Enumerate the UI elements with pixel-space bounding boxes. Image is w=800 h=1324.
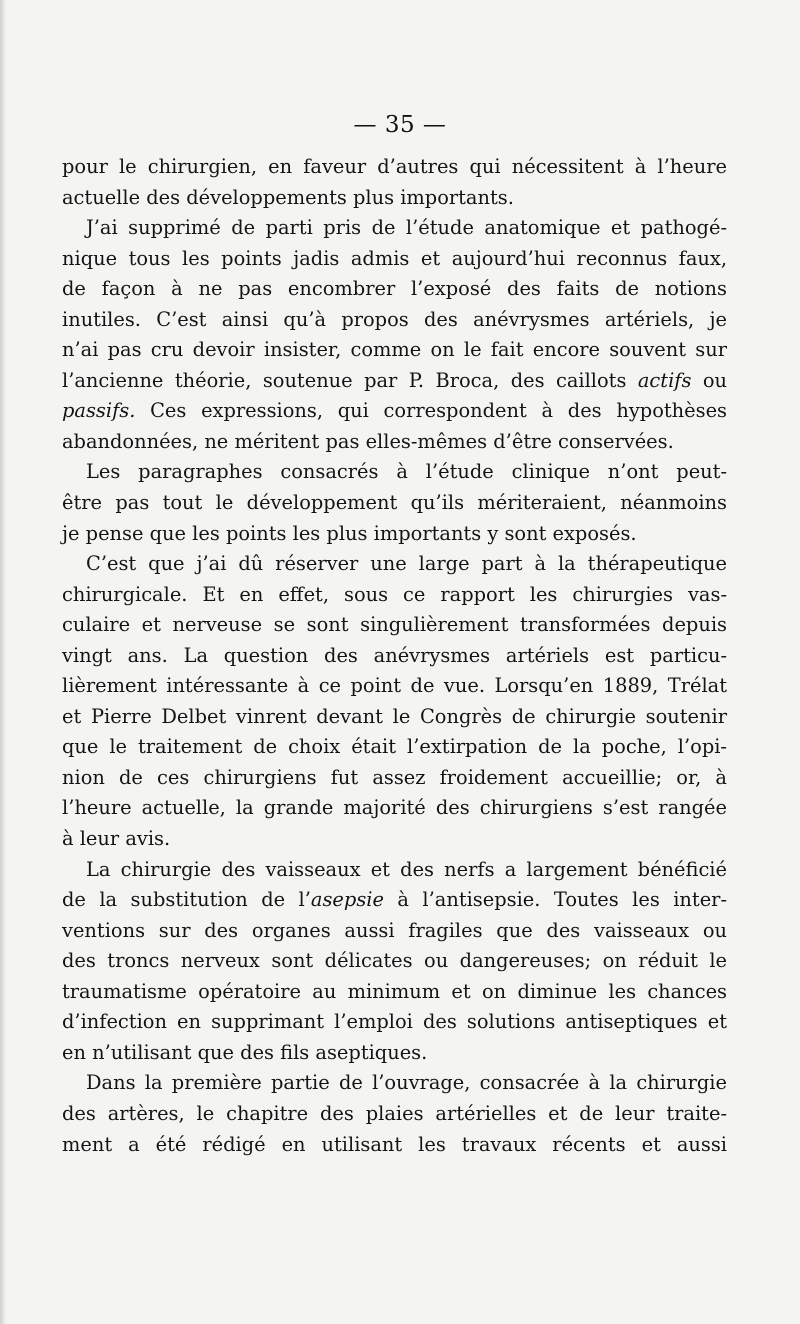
text-line (62, 793, 727, 824)
text-line (62, 549, 727, 580)
body-text (62, 152, 727, 1160)
text-run: La chirurgie des vaisseaux et des nerfs a largement bénéficié (86, 857, 727, 881)
text-run: d’infection en supprimant l’emploi des solutions antiseptiques et (62, 1010, 727, 1034)
text-line (62, 366, 727, 397)
text-run: ou (691, 368, 728, 392)
text-run: traumatisme opératoire au minimum et on diminue les chances (62, 979, 727, 1003)
text-line (62, 671, 727, 702)
text-line (62, 580, 727, 611)
text-run: que le traitement de choix était l’extirpation de la poche, l’opi- (62, 735, 727, 759)
text-line (62, 1007, 727, 1038)
text-run: et Pierre Delbet vinrent devant le Congrès de chirurgie soutenir (62, 704, 727, 728)
text-line (62, 763, 727, 794)
text-run: inutiles. C’est ainsi qu’à propos des anévrysmes artériels, je (62, 307, 727, 331)
text-line (62, 396, 727, 427)
text-line (62, 641, 727, 672)
text-line (62, 244, 727, 275)
text-run: actuelle des développements plus importants. (62, 185, 514, 209)
text-run: Les paragraphes consacrés à l’étude clinique n’ont peut- (86, 460, 727, 484)
text-run: de la substitution de l’ (62, 888, 311, 912)
text-line (62, 946, 727, 977)
text-line (62, 610, 727, 641)
text-run: des troncs nerveux sont délicates ou dangereuses; on réduit le (62, 949, 727, 973)
text-run: nion de ces chirurgiens fut assez froidement accueillie; or, à (62, 765, 727, 789)
text-run: ment a été rédigé en utilisant les travaux récents et aussi (62, 1132, 727, 1156)
text-line (62, 855, 727, 886)
text-line (62, 274, 727, 305)
text-line (62, 916, 727, 947)
text-run: vingt ans. La question des anévrysmes artériels est particu- (62, 643, 727, 667)
text-run: en n’utilisant que des fils aseptiques. (62, 1040, 428, 1064)
text-line (62, 457, 727, 488)
text-run: n’ai pas cru devoir insister, comme on le fait encore souvent sur (62, 338, 727, 362)
text-line (62, 1038, 727, 1069)
text-run: J’ai supprimé de parti pris de l’étude anatomique et pathogé- (86, 216, 727, 240)
text-line (62, 519, 727, 550)
italic-text: passifs. (62, 399, 136, 423)
text-run: l’heure actuelle, la grande majorité des chirurgiens s’est rangée (62, 796, 727, 820)
text-run: je pense que les points les plus importants y sont exposés. (62, 521, 637, 545)
text-run: ventions sur des organes aussi fragiles que des vaisseaux ou (62, 918, 727, 942)
text-line (62, 335, 727, 366)
text-line (62, 305, 727, 336)
text-run: abandonnées, ne méritent pas elles-mêmes d’être conservées. (62, 429, 674, 453)
text-run: C’est que j’ai dû réserver une large part à la thérapeutique (86, 552, 727, 576)
text-run: l’ancienne théorie, soutenue par P. Broca, des caillots (62, 368, 638, 392)
text-run: culaire et nerveuse se sont singulièrement transformées depuis (62, 613, 727, 637)
text-line (62, 152, 727, 183)
text-run: Dans la première partie de l’ouvrage, consacrée à la chirurgie (86, 1071, 727, 1095)
text-run: pour le chirurgien, en faveur d’autres qui nécessitent à l’heure (62, 155, 727, 178)
text-line (62, 183, 727, 214)
text-run: être pas tout le développement qu’ils mériteraient, néanmoins (62, 491, 727, 515)
text-line (62, 1068, 727, 1099)
text-run: nique tous les points jadis admis et aujourd’hui reconnus faux, (62, 246, 727, 270)
italic-text: actifs (637, 368, 692, 392)
text-line (62, 1130, 727, 1161)
text-run: à leur avis. (62, 827, 171, 851)
text-line (62, 427, 727, 458)
text-line (62, 824, 727, 855)
text-run: à l’antisepsie. Toutes les inter- (383, 888, 727, 912)
text-line (62, 885, 727, 916)
text-run: de façon à ne pas encombrer l’exposé des faits de notions (62, 277, 727, 301)
italic-text: asepsie (310, 888, 384, 912)
page-number: — 35 — (353, 112, 447, 138)
text-line (62, 732, 727, 763)
text-run: chirurgicale. Et en effet, sous ce rapport les chirurgies vas- (62, 582, 727, 606)
text-line (62, 702, 727, 733)
text-line (62, 213, 727, 244)
text-line (62, 488, 727, 519)
text-run: Ces expressions, qui correspondent à des hypothèses (135, 399, 727, 423)
text-run: lièrement intéressante à ce point de vue. Lorsqu’en 1889, Trélat (62, 674, 727, 698)
text-run: des artères, le chapitre des plaies artérielles et de leur traite- (62, 1101, 727, 1125)
text-line (62, 977, 727, 1008)
text-line (62, 1099, 727, 1130)
